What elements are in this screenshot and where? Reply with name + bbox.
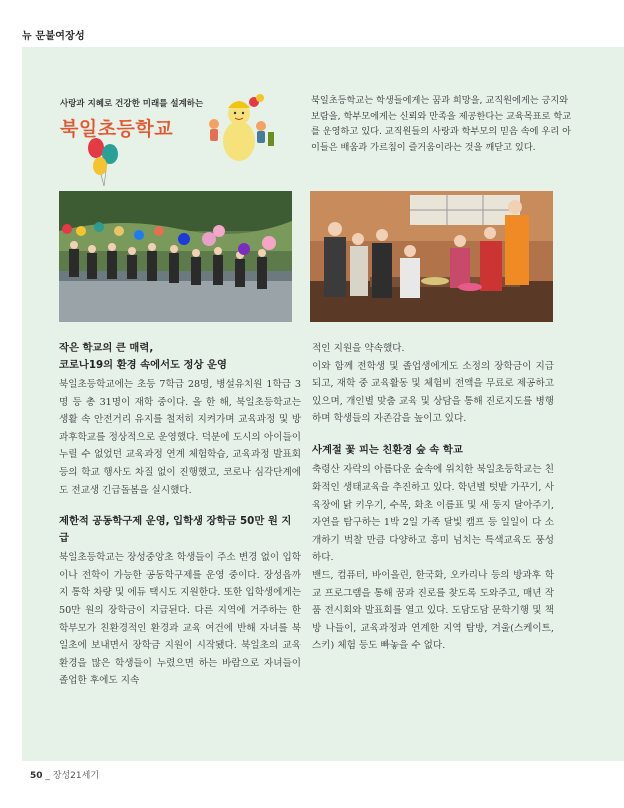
page-number: 50 bbox=[30, 771, 43, 781]
section2-body: 북일초등학교는 장성중앙초 학생들이 주소 변경 없이 입학이나 전학이 가능한 공동학구제를 운영 중이다. 장성읍까지 통학 차량 및 에듀 택시도 지원한다. 또한 입학생에게는 50만 원의 장학금이 지급된다. 다른 지역에 거주하는 한 학부모가 친환경적인 환경과 교육 여건에 반해 자녀를 북일초에 보내면서 장학금 지원이 시작됐다. 북일초의 교육환경을 많은 학생들이 누렸으면 하는 바람으로 자녀들이 졸업한 후에도 지속 bbox=[59, 552, 301, 687]
section3-body: 축령산 자락의 아름다운 숲속에 위치한 북일초등학교는 친화적인 생태교육을 추진하고 있다. 학년별 텃밭 가꾸기, 사육장에 닭 키우기, 수목, 화초 이름표 및 새 둥지 달아주기, 자연을 탐구하는 1박 2일 가족 달빛 캠프 등 일일이 다 소개하기 벅찰 만큼 다양하고 흥미 넘치는 특색교육도 풍성하다. bbox=[312, 464, 554, 564]
section2-heading: 제한적 공동학구제 운영, 입학생 장학금 50만 원 지급 bbox=[59, 515, 292, 544]
school-name-title: 북일초등학교 bbox=[60, 118, 174, 140]
section2-continued: 적인 지원을 약속했다. bbox=[312, 343, 405, 354]
section1-heading-line1: 작은 학교의 큰 매력, bbox=[59, 342, 154, 354]
article-left-column bbox=[59, 340, 301, 690]
section2-body2: 이와 함께 전학생 및 졸업생에게도 소정의 장학금이 지급되고, 재학 중 교육활동 및 체험비 전액을 무료로 제공하고 있으며, 개인별 맞춤 교육 및 상담을 통해 진로지도를 병행하며 학생들의 자존감을 높이고 있다. bbox=[312, 360, 554, 425]
section-tag: 뉴 문불여장성 bbox=[22, 31, 85, 42]
balloon-red bbox=[88, 138, 104, 158]
section3-heading: 사계절 꽃 피는 친환경 숲 속 학교 bbox=[312, 443, 463, 456]
section3-body2: 밴드, 컴퓨터, 바이올린, 한국화, 오카리나 등의 방과후 학교 프로그램을 통해 꿈과 진로를 찾도록 도와주고, 매년 작품 전시회와 발표회를 열고 있다. 도담도담 문학기행 및 책방 나들이, 교육과정과 연계한 지역 탐방, 겨울(스케이트, 스키) 체험 등도 빠놓을 수 없다. bbox=[312, 570, 554, 652]
hero-tagline: 사랑과 지혜로 건강한 미래를 설계하는 bbox=[60, 99, 204, 109]
magazine-name: 장성21세기 bbox=[52, 771, 100, 781]
cooking-class-photo bbox=[310, 191, 553, 322]
page-footer: 50 _ 장성21세기 bbox=[30, 771, 100, 781]
article-right-column bbox=[312, 340, 554, 655]
section1-body: 북일초등학교에는 초등 7학급 28명, 병설유치원 1학급 3명 등 총 31명이 재학 중이다. 올 한 해, 북일초등학교는 생활 속 안전거리 유지를 철저히 지켜가며 교육과정 및 방과후학교를 정상적으로 운영했다. 덕분에 도시의 아이들이 누릴 수 없었던 교육과정 연계 체험학습, 교육과정 발표회 등의 학교 행사도 차질 없이 진행했고, 코로나 심각단계에도 전교생 긴급돌봄을 실시했다. bbox=[59, 379, 301, 496]
balloon-yellow bbox=[93, 157, 107, 175]
intro-paragraph: 북일초등학교는 학생들에게는 꿈과 희망을, 교직원에게는 긍지와 보람을, 학부모에게는 신뢰와 만족을 제공한다는 교육목표로 학교를 운영하고 있다. 교직원들의 사랑과 학부모의 믿음 속에 우리 아이들은 배움과 가르침이 즐거움이라는 것을 깨닫고 있다. bbox=[311, 95, 572, 153]
students-with-balloons-photo bbox=[59, 191, 292, 322]
section1-heading-line2: 코로나19의 환경 속에서도 정상 운영 bbox=[59, 358, 227, 371]
